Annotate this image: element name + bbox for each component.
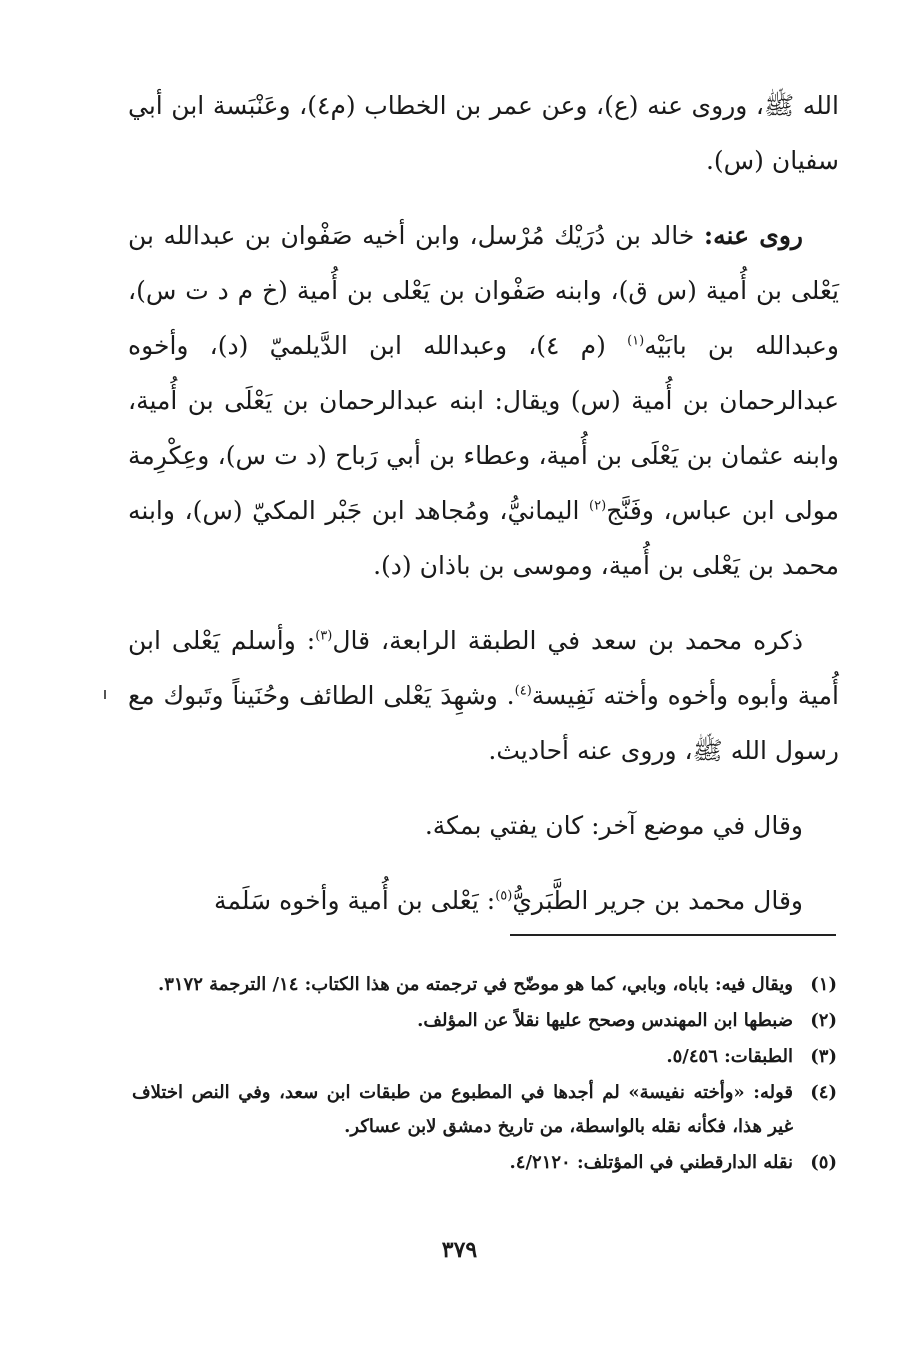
paragraph-2-text-a: خالد بن دُرَيْك مُرْسل، وابن أخيه صَفْوان بن عبدالله بن يَعْلى بن أُمية (س ق)، وابنه صَفْوان بن يَعْلى بن أُمية (خ م د ت س)، وعبدالله بن بابَيْه <box>128 221 839 360</box>
paragraph-4-text: وقال في موضع آخر: كان يفتي بمكة. <box>424 811 803 840</box>
paragraph-1-text: الله ﷺ، وروى عنه (ع)، وعن عمر بن الخطاب (م٤)، وعَنْبَسة ابن أبي سفيان (س). <box>128 91 839 175</box>
paragraph-2-text-c: اليمانيُّ، ومُجاهد ابن جَبْر المكيّ (س)، وابنه محمد بن يَعْلى بن أُمية، وموسى بن باذان (د). <box>128 496 839 580</box>
footnote-ref-4[interactable]: (٤) <box>514 683 532 699</box>
footnote-item <box>132 1040 837 1074</box>
footnotes <box>132 968 837 1182</box>
footnote-number: (٤) <box>810 1082 837 1103</box>
narrators-heading: روى عنه: <box>703 221 803 250</box>
footnote-text: الطبقات: ٥/٤٥٦. <box>666 1046 793 1067</box>
paragraph-1 <box>128 78 839 188</box>
footnote-item <box>132 1076 837 1144</box>
footnote-ref-3[interactable]: (٣) <box>315 628 333 644</box>
main-text <box>128 78 839 928</box>
paragraph-2-text-b: (م ٤)، وعبدالله ابن الدَّيلميّ (د)، وأخوه عبدالرحمان بن أُمية (س) ويقال: ابنه عبدالرحمان بن يَعْلَى بن أُمية، وابنه عثمان بن يَعْلَى بن أُمية، وعطاء بن أبي رَباح (د ت س)، وعِكْرِمة مولى ابن عباس، وفَنَّج <box>128 331 839 525</box>
page-number: ٣٧٩ <box>441 1237 478 1263</box>
paragraph-3 <box>128 613 839 778</box>
paragraph-5-text-a: وقال محمد بن جرير الطَّبَريُّ <box>512 886 803 915</box>
paragraph-2 <box>128 208 839 593</box>
footnote-ref-1[interactable]: (١) <box>627 333 645 349</box>
footnote-separator <box>510 934 836 936</box>
footnote-text: ويقال فيه: باباه، وبابي، كما هو موضّح في ترجمته من هذا الكتاب: ١٤/ الترجمة ٣١٧٢. <box>157 974 793 995</box>
footnote-text: قوله: «وأخته نفيسة» لم أجدها في المطبوع من طبقات ابن سعد، وفي النص اختلاف غير هذا، فكأنه نقله بالواسطة، من تاريخ دمشق لابن عساكر. <box>132 1082 793 1137</box>
paragraph-3-text-a: ذكره محمد بن سعد في الطبقة الرابعة، قال <box>332 626 803 655</box>
paragraph-3-text-b: : وأسلم يَعْلى ابن أُمية وأبوه وأخوه وأخته نَفِيسة <box>128 626 839 710</box>
paragraph-5 <box>128 873 839 928</box>
footnote-text: نقله الدارقطني في المؤتلف: ٤/٢١٢٠. <box>509 1152 793 1173</box>
paragraph-4 <box>128 798 839 853</box>
footnote-number: (٣) <box>810 1046 837 1067</box>
footnote-number: (١) <box>810 974 837 995</box>
footnote-text: ضبطها ابن المهندس وصحح عليها نقلاً عن المؤلف. <box>417 1010 793 1031</box>
footnote-number: (٥) <box>810 1152 837 1173</box>
footnote-ref-5[interactable]: (٥) <box>495 888 513 904</box>
paragraph-5-text-b: : يَعْلى بن أُمية وأخوه سَلَمة <box>214 886 496 915</box>
scan-speck <box>104 690 106 699</box>
footnote-ref-2[interactable]: (٢) <box>589 498 607 514</box>
footnote-item <box>132 968 837 1002</box>
footnote-number: (٢) <box>810 1010 837 1031</box>
footnote-item <box>132 1004 837 1038</box>
footnote-item <box>132 1146 837 1180</box>
paragraph-3-text-c: . وشهِدَ يَعْلى الطائف وحُنَيناً وتَبوك مع رسول الله ﷺ، وروى عنه أحاديث. <box>128 681 839 765</box>
